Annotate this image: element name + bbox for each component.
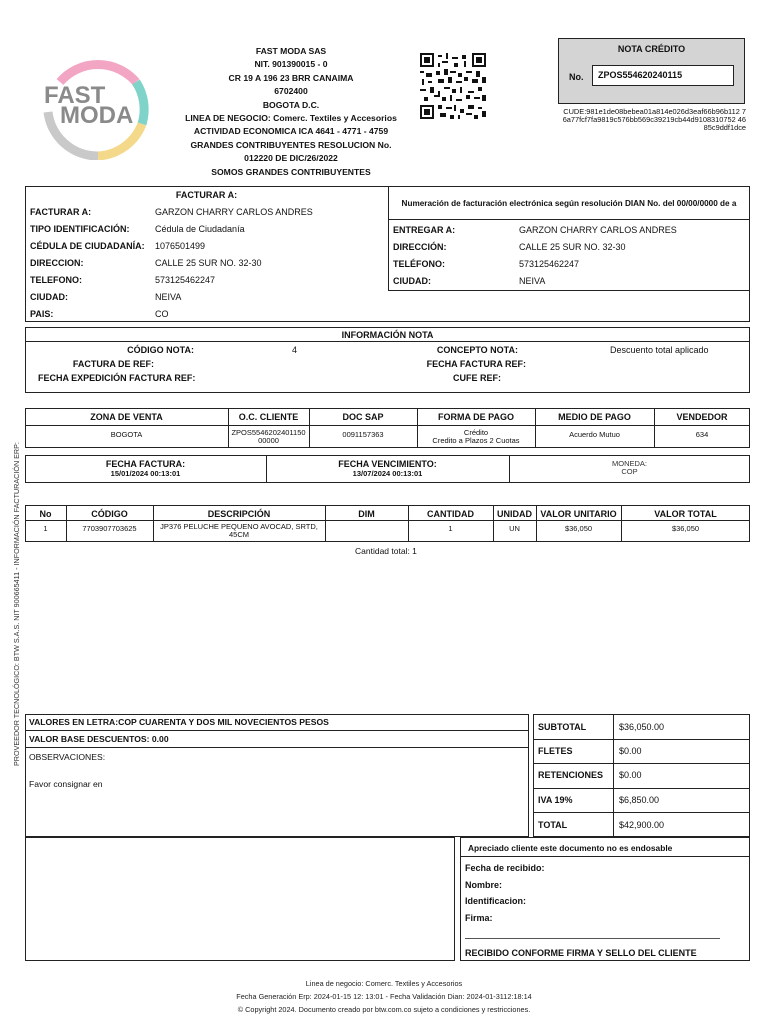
fecha-factura: FECHA FACTURA: 15/01/2024 00:13:01	[105, 459, 186, 478]
sale-header-cell: FORMA DE PAGO	[438, 412, 514, 422]
items-header-cell: CANTIDAD	[427, 509, 474, 519]
sale-doc-sap: 0091157363	[342, 430, 384, 439]
sale-forma-pago: Crédito Credito a Plazos 2 Cuotas	[432, 428, 520, 445]
fecha-factura-ref-label: FECHA FACTURA REF:	[426, 359, 526, 369]
sale-header-cell: O.C. CLIENTE	[238, 412, 299, 422]
footer-business-line: Linea de negocio: Comerc. Textiles y Accesorios	[305, 979, 463, 988]
sale-header-cell: DOC SAP	[342, 412, 384, 422]
bill-to-row: PAIS: CO	[30, 309, 169, 319]
sale-oc: ZPOS5546202401150 00000	[231, 428, 306, 445]
bill-to-row: CIUDAD: NEIVA	[30, 292, 182, 302]
no-endosable-note: Apreciado cliente este documento no es endosable	[468, 843, 673, 853]
company-city: BOGOTA D.C.	[262, 99, 320, 110]
bill-to-row: FACTURAR A: GARZON CHARRY CARLOS ANDRES	[30, 207, 313, 217]
firma-label: Firma:	[465, 913, 493, 923]
sale-medio-pago: Acuerdo Mutuo	[569, 430, 620, 439]
company-resolution: GRANDES CONTRIBUYENTES RESOLUCION No.	[190, 139, 392, 150]
company-name: FAST MODA SAS	[255, 46, 327, 56]
ship-to-row: DIRECCIÓN: CALLE 25 SUR NO. 32-30	[393, 242, 626, 252]
fecha-expedicion-label: FECHA EXPEDICIÓN FACTURA REF:	[38, 373, 196, 383]
footer-copyright: © Copyright 2024. Documento creado por btw.com.co sujeto a condiciones y restricciones.	[237, 1005, 531, 1014]
valores-en-letra: VALORES EN LETRA:COP CUARENTA Y DOS MIL NOVECIENTOS PESOS	[29, 717, 329, 727]
factura-ref-label: FACTURA DE REF:	[72, 359, 154, 369]
ship-to-row: TELÉFONO: 573125462247	[393, 259, 580, 269]
company-activity: ACTIVIDAD ECONOMICA ICA 4641 - 4771 - 4759	[193, 126, 389, 137]
bill-to-heading: FACTURAR A:	[175, 190, 238, 200]
footer-dates: Fecha Generación Erp: 2024-01-15 12: 13:01 - Fecha Validación Dian: 2024-01-3112:18:14	[236, 992, 532, 1001]
footer	[0, 977, 768, 1016]
company-tax-status: SOMOS GRANDES CONTRIBUYENTES	[211, 166, 371, 177]
items-header-cell: No	[39, 509, 52, 519]
items-header-cell: UNIDAD	[497, 509, 532, 519]
bill-to-row: CÉDULA DE CIUDADANÍA: 1076501499	[30, 241, 206, 251]
cantidad-total: Cantidad total: 1	[355, 546, 417, 556]
nombre-label: Nombre:	[465, 880, 503, 890]
valor-base-descuentos: VALOR BASE DESCUENTOS: 0.00	[29, 734, 169, 744]
cufe-ref-label: CUFE REF:	[453, 373, 501, 383]
cude-code: CUDE:981e1de08bebea01a814e026d3eaf66b96b112 76a77fcf7fa9819c576bb569c39219cb44d9108310752 4685c9ddf1dce	[562, 107, 746, 133]
qr-code-icon	[420, 53, 486, 119]
sale-header-cell: MEDIO DE PAGO	[558, 412, 631, 422]
ship-to-row: CIUDAD: NEIVA	[393, 276, 546, 286]
items-header-cell: DESCRIPCIÓN	[207, 509, 271, 519]
sale-zona: BOGOTA	[110, 430, 143, 439]
concepto-nota-value: Descuento total aplicado	[610, 345, 709, 355]
sale-header-cell: ZONA DE VENTA	[90, 412, 163, 422]
sale-header-cell: VENDEDOR	[676, 412, 728, 422]
codigo-nota-label: CÓDIGO NOTA:	[127, 345, 194, 355]
bill-to-row: TIPO IDENTIFICACIÓN: Cédula de Ciudadanía	[30, 224, 245, 234]
logo-text-moda: MODA	[60, 102, 134, 129]
sale-vendedor: 634	[695, 430, 709, 439]
identificacion-label: Identificacion:	[465, 896, 527, 906]
observaciones-text: Favor consignar en	[29, 779, 103, 789]
company-address: CR 19 A 196 23 BRR CANAIMA	[228, 72, 354, 83]
qr-code	[420, 53, 486, 119]
logo-text-fast: FAST	[44, 82, 106, 109]
letras-box	[25, 714, 529, 837]
observaciones-label: OBSERVACIONES:	[29, 752, 106, 762]
ship-to-rows	[393, 224, 743, 292]
bill-to-row: DIRECCION: CALLE 25 SUR NO. 32-30	[30, 258, 262, 268]
moneda: MONEDA: COP	[611, 459, 647, 476]
bill-to-rows	[30, 206, 380, 325]
company-nit: NIT. 901390015 - 0	[254, 59, 328, 70]
fecha-recibido-label: Fecha de recibido:	[465, 863, 545, 873]
dian-resolution-heading: Numeración de facturación electrónica según resolución DIAN No. del 00/00/0000 de a	[401, 199, 737, 208]
company-phone: 6702400	[274, 86, 308, 97]
nota-credito-title: NOTA CRÉDITO	[617, 44, 686, 54]
company-logo	[38, 52, 158, 160]
company-resolution-date: 012220 DE DIC/26/2022	[244, 153, 338, 164]
company-info	[170, 45, 412, 179]
items-header-cell: VALOR TOTAL	[654, 509, 717, 519]
nota-credito-box	[558, 38, 745, 104]
nota-number: ZPOS554620240115	[592, 65, 734, 86]
recibido-conforme: RECIBIDO CONFORME FIRMA Y SELLO DEL CLIENTE	[465, 948, 697, 958]
codigo-nota-value: 4	[292, 345, 298, 355]
info-nota-heading: INFORMACIÓN NOTA	[341, 330, 434, 340]
bill-to-row: TELEFONO: 573125462247	[30, 275, 216, 285]
company-business-line: LINEA DE NEGOCIO: Comerc. Textiles y Accesorios	[185, 113, 397, 124]
signature-area	[25, 837, 455, 961]
items-header-cell: VALOR UNITARIO	[540, 509, 617, 519]
ship-to-row: ENTREGAR A: GARZON CHARRY CARLOS ANDRES	[393, 225, 677, 235]
items-header-cell: CÓDIGO	[91, 509, 128, 519]
nota-no-label: No.	[569, 72, 584, 82]
items-header-cell: DIM	[358, 509, 375, 519]
fecha-vencimiento: FECHA VENCIMIENTO: 13/07/2024 00:13:01	[338, 459, 437, 478]
concepto-nota-label: CONCEPTO NOTA:	[436, 345, 518, 355]
